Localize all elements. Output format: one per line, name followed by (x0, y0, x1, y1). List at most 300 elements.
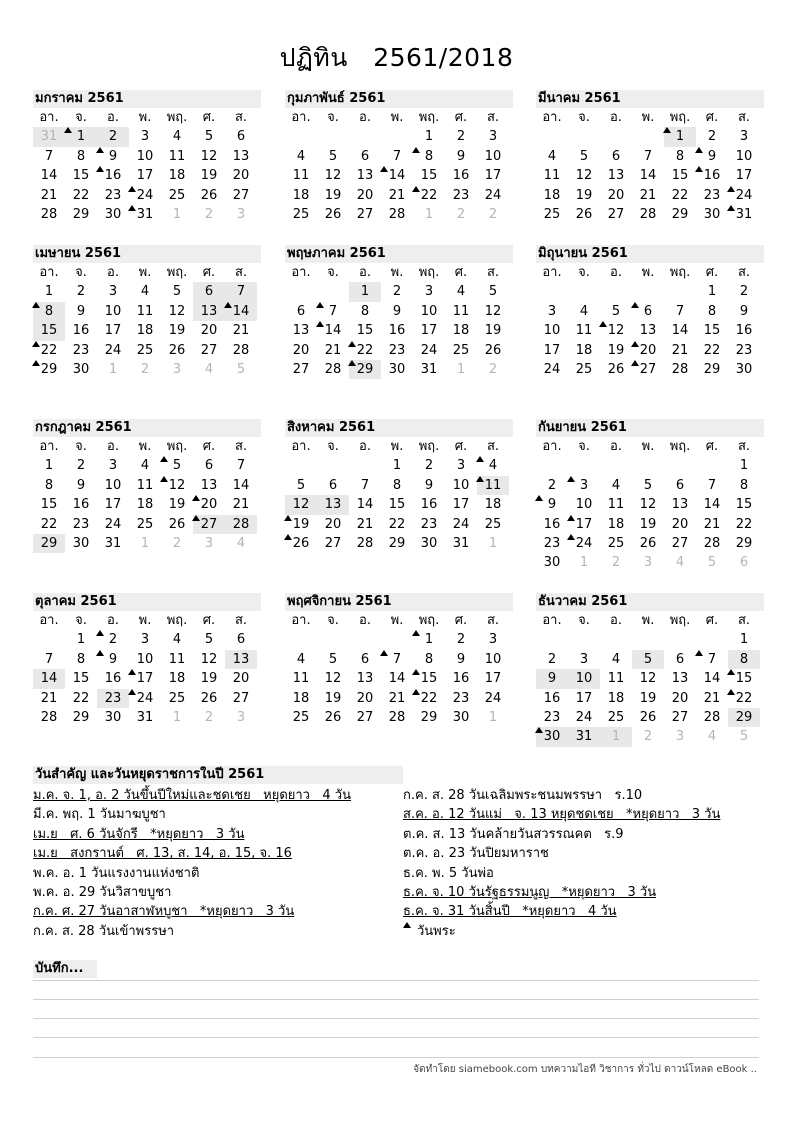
important-day-item: ธ.ค. พ. 5 วันพ่อ (403, 865, 494, 881)
weekday-header: ส. (486, 613, 500, 628)
day-cell: 10 (420, 303, 438, 319)
day-cell: 24 (452, 516, 470, 532)
day-cell: 12 (168, 303, 186, 319)
day-cell: 2 (97, 630, 129, 649)
day-cell: 25 (168, 690, 186, 706)
day-cell: 5 (172, 284, 182, 300)
month-title: กันยายน 2561 (536, 419, 764, 437)
weekday-header: อา. (291, 265, 311, 280)
day-cell: 18 (136, 497, 154, 513)
day-cell: 10 (484, 148, 502, 164)
day-cell: 5 (632, 650, 664, 669)
weekday-header: อ. (359, 265, 371, 280)
day-cell: 3 (108, 284, 118, 300)
day-cell: 29 (33, 534, 65, 553)
day-cell: 17 (136, 168, 154, 184)
buddhist-holy-day-icon (128, 669, 136, 675)
month-title: ธันวาคม 2561 (536, 593, 764, 611)
day-cell: 9 (76, 477, 86, 493)
month-title: มิถุนายน 2561 (536, 245, 764, 263)
day-cell: 9 (97, 147, 129, 166)
day-cell: 25 (452, 342, 470, 358)
day-cell: 31 (129, 205, 161, 224)
buddhist-holy-day-icon (727, 186, 735, 192)
important-day-item: ก.ค. ส. 28 วันเข้าพรรษา (33, 923, 175, 939)
day-cell: 27 (193, 515, 225, 534)
day-cell: 5 (611, 303, 621, 319)
month-days-grid (285, 263, 513, 379)
weekday-header: อา. (542, 439, 562, 454)
day-cell: 3 (456, 458, 466, 474)
weekday-header: อ. (359, 439, 371, 454)
day-cell: 27 (607, 206, 625, 222)
day-cell: 13 (607, 168, 625, 184)
day-cell: 24 (568, 534, 600, 553)
day-cell: 6 (236, 129, 246, 145)
important-day-item: เม.ย ศ. 6 วันจักรี *หยุดยาว 3 วัน (33, 826, 245, 842)
day-cell: 23 (388, 342, 406, 358)
day-cell: 19 (200, 671, 218, 687)
buddhist-holy-day-icon (631, 341, 639, 347)
day-cell: 9 (76, 303, 86, 319)
day-cell: 4 (140, 284, 150, 300)
day-cell: 15 (388, 497, 406, 513)
day-cell: 27 (356, 206, 374, 222)
weekday-header: ส. (737, 110, 751, 125)
day-cell: 15 (735, 497, 753, 513)
day-cell: 22 (413, 186, 445, 205)
day-cell: 28 (40, 206, 58, 222)
day-cell: 21 (232, 323, 250, 339)
month-days-grid (285, 437, 513, 553)
month-title: พฤศจิกายน 2561 (285, 593, 513, 611)
day-cell: 27 (292, 361, 310, 377)
day-cell: 1 (600, 727, 632, 746)
day-cell: 18 (168, 168, 186, 184)
day-cell: 21 (388, 690, 406, 706)
buddhist-holy-day-icon (32, 360, 40, 366)
day-cell: 11 (543, 168, 561, 184)
buddhist-holy-day-icon (96, 630, 104, 636)
day-cell: 2 (488, 206, 498, 222)
day-cell: 23 (543, 709, 561, 725)
day-cell: 22 (388, 516, 406, 532)
month-calendar (33, 593, 261, 727)
day-cell: 21 (356, 516, 374, 532)
day-cell: 30 (735, 361, 753, 377)
day-cell: 7 (696, 650, 728, 669)
day-cell: 9 (536, 669, 568, 688)
month-title: พฤษภาคม 2561 (285, 245, 513, 263)
day-cell: 11 (168, 148, 186, 164)
weekday-header: ศ. (454, 439, 468, 454)
important-day-item: ธ.ค. จ. 31 วันสิ้นปี *หยุดยาว 4 วัน (403, 904, 617, 920)
day-cell: 2 (488, 361, 498, 377)
weekday-header: จ. (327, 439, 339, 454)
day-cell: 18 (575, 342, 593, 358)
day-cell: 15 (413, 669, 445, 688)
day-cell: 4 (579, 303, 589, 319)
day-cell: 25 (484, 516, 502, 532)
day-cell: 7 (317, 302, 349, 321)
notes-title: บันทึก... (33, 960, 97, 978)
day-cell: 17 (575, 690, 593, 706)
day-cell: 13 (671, 497, 689, 513)
buddhist-holy-day-icon (599, 321, 607, 327)
weekday-header: ส. (486, 265, 500, 280)
day-cell: 11 (607, 671, 625, 687)
day-cell: 25 (292, 709, 310, 725)
day-cell: 27 (200, 342, 218, 358)
day-cell: 2 (204, 206, 214, 222)
day-cell (568, 456, 600, 475)
day-cell (600, 456, 632, 475)
month-calendar (285, 419, 513, 553)
day-cell: 21 (639, 187, 657, 203)
weekday-header: จ. (327, 613, 339, 628)
important-days-left (33, 786, 403, 941)
day-cell: 29 (388, 535, 406, 551)
day-cell: 6 (675, 651, 685, 667)
day-cell: 11 (452, 303, 470, 319)
buddhist-holy-day-icon (192, 495, 200, 501)
buddhist-holy-day-icon (412, 186, 420, 192)
weekday-header: พฤ. (669, 265, 691, 280)
weekday-header: อ. (610, 265, 622, 280)
month-title: กรกฎาคม 2561 (33, 419, 261, 437)
day-cell: 12 (285, 495, 317, 514)
day-cell: 7 (360, 477, 370, 493)
weekday-header: อา. (542, 110, 562, 125)
day-cell: 9 (536, 495, 568, 514)
buddhist-holy-day-icon (160, 456, 168, 462)
weekday-header: อ. (107, 265, 119, 280)
buddhist-holy-day-icon (663, 127, 671, 133)
weekday-header: พ. (641, 110, 655, 125)
day-cell: 15 (72, 168, 90, 184)
day-cell (568, 630, 600, 649)
weekday-header: จ. (578, 439, 590, 454)
day-cell: 20 (324, 516, 342, 532)
day-cell (632, 456, 664, 475)
day-cell: 14 (703, 497, 721, 513)
day-cell: 5 (161, 456, 193, 475)
day-cell: 23 (104, 187, 122, 203)
day-cell (349, 127, 381, 146)
day-cell: 30 (104, 709, 122, 725)
weekday-header: อา. (39, 613, 59, 628)
day-cell (381, 127, 413, 146)
day-cell: 7 (381, 650, 413, 669)
weekday-header: จ. (327, 110, 339, 125)
day-cell: 31 (420, 361, 438, 377)
day-cell: 1 (579, 555, 589, 571)
month-calendar (33, 245, 261, 379)
day-cell: 20 (356, 690, 374, 706)
day-cell: 1 (172, 206, 182, 222)
day-cell: 23 (703, 187, 721, 203)
day-cell (33, 630, 65, 649)
notes-line (33, 1018, 759, 1019)
weekday-header: อา. (39, 265, 59, 280)
important-day-item: ธ.ค. จ. 10 วันรัฐธรรมนูญ *หยุดยาว 3 วัน (403, 885, 657, 901)
day-cell: 1 (456, 361, 466, 377)
day-cell: 22 (703, 342, 721, 358)
weekday-header: ส. (737, 439, 751, 454)
weekday-header: จ. (578, 110, 590, 125)
day-cell: 11 (477, 476, 509, 495)
day-cell: 8 (413, 147, 445, 166)
day-cell: 13 (292, 323, 310, 339)
day-cell: 22 (72, 187, 90, 203)
weekday-header: ส. (737, 613, 751, 628)
day-cell: 19 (168, 497, 186, 513)
day-cell: 6 (360, 651, 370, 667)
day-cell: 10 (452, 477, 470, 493)
day-cell: 17 (104, 323, 122, 339)
day-cell: 26 (324, 709, 342, 725)
day-cell: 13 (200, 477, 218, 493)
day-cell: 20 (292, 342, 310, 358)
day-cell: 7 (44, 651, 54, 667)
day-cell (285, 127, 317, 146)
buddhist-holy-day-icon (316, 321, 324, 327)
day-cell: 26 (324, 206, 342, 222)
important-day-item: ต.ค. ส. 13 วันคล้ายวันสวรรณคต ร.9 (403, 826, 624, 842)
day-cell: 4 (456, 284, 466, 300)
day-cell: 23 (543, 535, 561, 551)
weekday-header: พฤ. (166, 439, 188, 454)
weekday-header: ส. (234, 613, 248, 628)
month-days-grid (33, 611, 261, 727)
day-cell (568, 127, 600, 146)
day-cell: 29 (33, 360, 65, 379)
important-day-item: ส.ค. อ. 12 วันแม่ จ. 13 หยุดชดเชย *หยุดยาว 3 วัน (403, 807, 721, 823)
day-cell: 9 (456, 148, 466, 164)
day-cell: 4 (296, 148, 306, 164)
day-cell: 31 (104, 535, 122, 551)
day-cell: 28 (639, 206, 657, 222)
day-cell (568, 282, 600, 301)
day-cell: 26 (639, 709, 657, 725)
day-cell: 27 (671, 709, 689, 725)
day-cell: 23 (97, 689, 129, 708)
day-cell: 27 (356, 709, 374, 725)
day-cell: 4 (172, 129, 182, 145)
day-cell (664, 282, 696, 301)
month-calendar (285, 593, 513, 727)
important-days-title: วันสำคัญ และวันหยุดราชการในปี 2561 (33, 766, 403, 784)
weekday-header: พฤ. (669, 110, 691, 125)
day-cell: 17 (568, 515, 600, 534)
day-cell: 14 (388, 671, 406, 687)
day-cell: 27 (232, 187, 250, 203)
day-cell: 12 (639, 671, 657, 687)
weekday-header: ศ. (705, 265, 719, 280)
day-cell: 10 (136, 148, 154, 164)
month-title: มกราคม 2561 (33, 90, 261, 108)
day-cell: 3 (568, 476, 600, 495)
day-cell: 18 (292, 187, 310, 203)
day-cell: 23 (72, 516, 90, 532)
day-cell: 23 (452, 187, 470, 203)
day-cell: 2 (140, 361, 150, 377)
day-cell: 3 (643, 555, 653, 571)
day-cell: 9 (392, 303, 402, 319)
day-cell: 4 (675, 555, 685, 571)
day-cell: 14 (639, 168, 657, 184)
buddhist-holy-day-icon (96, 650, 104, 656)
weekday-header: ส. (737, 265, 751, 280)
weekday-header: ส. (486, 439, 500, 454)
weekday-header: พฤ. (166, 613, 188, 628)
day-cell: 7 (707, 477, 717, 493)
buddhist-holy-day-icon (695, 650, 703, 656)
day-cell: 6 (296, 303, 306, 319)
day-cell: 11 (292, 168, 310, 184)
day-cell: 2 (204, 709, 214, 725)
day-cell: 6 (193, 282, 225, 301)
day-cell: 5 (707, 555, 717, 571)
day-cell: 20 (193, 495, 225, 514)
day-cell: 19 (639, 690, 657, 706)
day-cell: 31 (568, 727, 600, 746)
day-cell: 25 (136, 516, 154, 532)
day-cell: 28 (232, 342, 250, 358)
day-cell: 4 (707, 729, 717, 745)
day-cell: 14 (381, 166, 413, 185)
day-cell: 19 (324, 187, 342, 203)
day-cell: 1 (488, 709, 498, 725)
day-cell: 8 (728, 650, 760, 669)
day-cell: 8 (739, 477, 749, 493)
weekday-header: จ. (75, 613, 87, 628)
day-cell: 5 (236, 361, 246, 377)
weekday-header: ศ. (202, 613, 216, 628)
day-cell (317, 282, 349, 301)
buddhist-holy-day-icon (192, 515, 200, 521)
weekday-header: อา. (291, 439, 311, 454)
day-cell: 13 (193, 302, 225, 321)
day-cell: 25 (607, 709, 625, 725)
weekday-header: พฤ. (418, 613, 440, 628)
day-cell: 23 (72, 342, 90, 358)
important-day-item: เม.ย สงกรานต์ ศ. 13, ส. 14, อ. 15, จ. 16 (33, 846, 292, 862)
weekday-header: จ. (75, 110, 87, 125)
day-cell (600, 127, 632, 146)
day-cell: 24 (728, 186, 760, 205)
day-cell: 23 (452, 690, 470, 706)
day-cell: 2 (76, 284, 86, 300)
day-cell: 16 (543, 516, 561, 532)
weekday-header: พ. (390, 265, 404, 280)
day-cell (632, 282, 664, 301)
month-calendar (536, 419, 764, 573)
day-cell: 25 (607, 535, 625, 551)
month-title: ตุลาคม 2561 (33, 593, 261, 611)
day-cell: 13 (225, 650, 257, 669)
weekday-header: อ. (359, 110, 371, 125)
day-cell: 25 (575, 361, 593, 377)
day-cell: 15 (40, 497, 58, 513)
day-cell: 14 (225, 302, 257, 321)
day-cell: 25 (292, 206, 310, 222)
day-cell: 6 (360, 148, 370, 164)
weekday-header: พฤ. (166, 265, 188, 280)
day-cell (536, 630, 568, 649)
day-cell: 4 (296, 651, 306, 667)
day-cell: 9 (696, 147, 728, 166)
day-cell: 29 (735, 535, 753, 551)
day-cell: 20 (200, 323, 218, 339)
month-calendar (33, 90, 261, 224)
day-cell (696, 456, 728, 475)
day-cell: 22 (72, 690, 90, 706)
weekday-header: อา. (542, 265, 562, 280)
day-cell: 13 (356, 671, 374, 687)
weekday-header: ศ. (202, 265, 216, 280)
day-cell: 26 (168, 342, 186, 358)
month-title: สิงหาคม 2561 (285, 419, 513, 437)
day-cell: 21 (703, 516, 721, 532)
page-title: ปฏิทิน 2561/2018 (279, 43, 514, 72)
day-cell: 19 (324, 690, 342, 706)
buddhist-holy-day-icon (403, 922, 411, 928)
day-cell: 30 (72, 535, 90, 551)
notes-line (33, 1057, 759, 1058)
day-cell: 1 (65, 127, 97, 146)
day-cell (285, 282, 317, 301)
day-cell: 24 (484, 690, 502, 706)
buddhist-holy-day-icon (567, 534, 575, 540)
day-cell: 5 (328, 651, 338, 667)
day-cell: 3 (204, 535, 214, 551)
important-day-item: ต.ค. อ. 23 วันปิยมหาราช (403, 846, 549, 862)
day-cell: 3 (488, 129, 498, 145)
day-cell: 12 (200, 651, 218, 667)
day-cell: 8 (675, 148, 685, 164)
day-cell: 19 (484, 323, 502, 339)
day-cell: 9 (456, 651, 466, 667)
day-cell: 14 (703, 671, 721, 687)
day-cell: 8 (44, 477, 54, 493)
day-cell: 24 (129, 186, 161, 205)
day-cell: 31 (728, 205, 760, 224)
day-cell: 23 (420, 516, 438, 532)
month-days-grid (536, 437, 764, 573)
day-cell: 18 (607, 690, 625, 706)
day-cell: 29 (420, 709, 438, 725)
day-cell: 15 (703, 323, 721, 339)
day-cell: 2 (643, 729, 653, 745)
weekday-header: จ. (578, 613, 590, 628)
day-cell: 16 (452, 168, 470, 184)
weekday-header: ศ. (454, 613, 468, 628)
day-cell: 28 (703, 709, 721, 725)
day-cell: 6 (632, 302, 664, 321)
day-cell: 30 (72, 361, 90, 377)
day-cell: 3 (424, 284, 434, 300)
month-days-grid (536, 263, 764, 379)
day-cell: 10 (484, 651, 502, 667)
month-calendar (33, 419, 261, 553)
buddhist-holy-day-icon (727, 669, 735, 675)
day-cell: 18 (136, 323, 154, 339)
month-days-grid (285, 611, 513, 727)
day-cell: 7 (44, 148, 54, 164)
buddhist-holy-day-icon (695, 166, 703, 172)
day-cell: 1 (488, 535, 498, 551)
